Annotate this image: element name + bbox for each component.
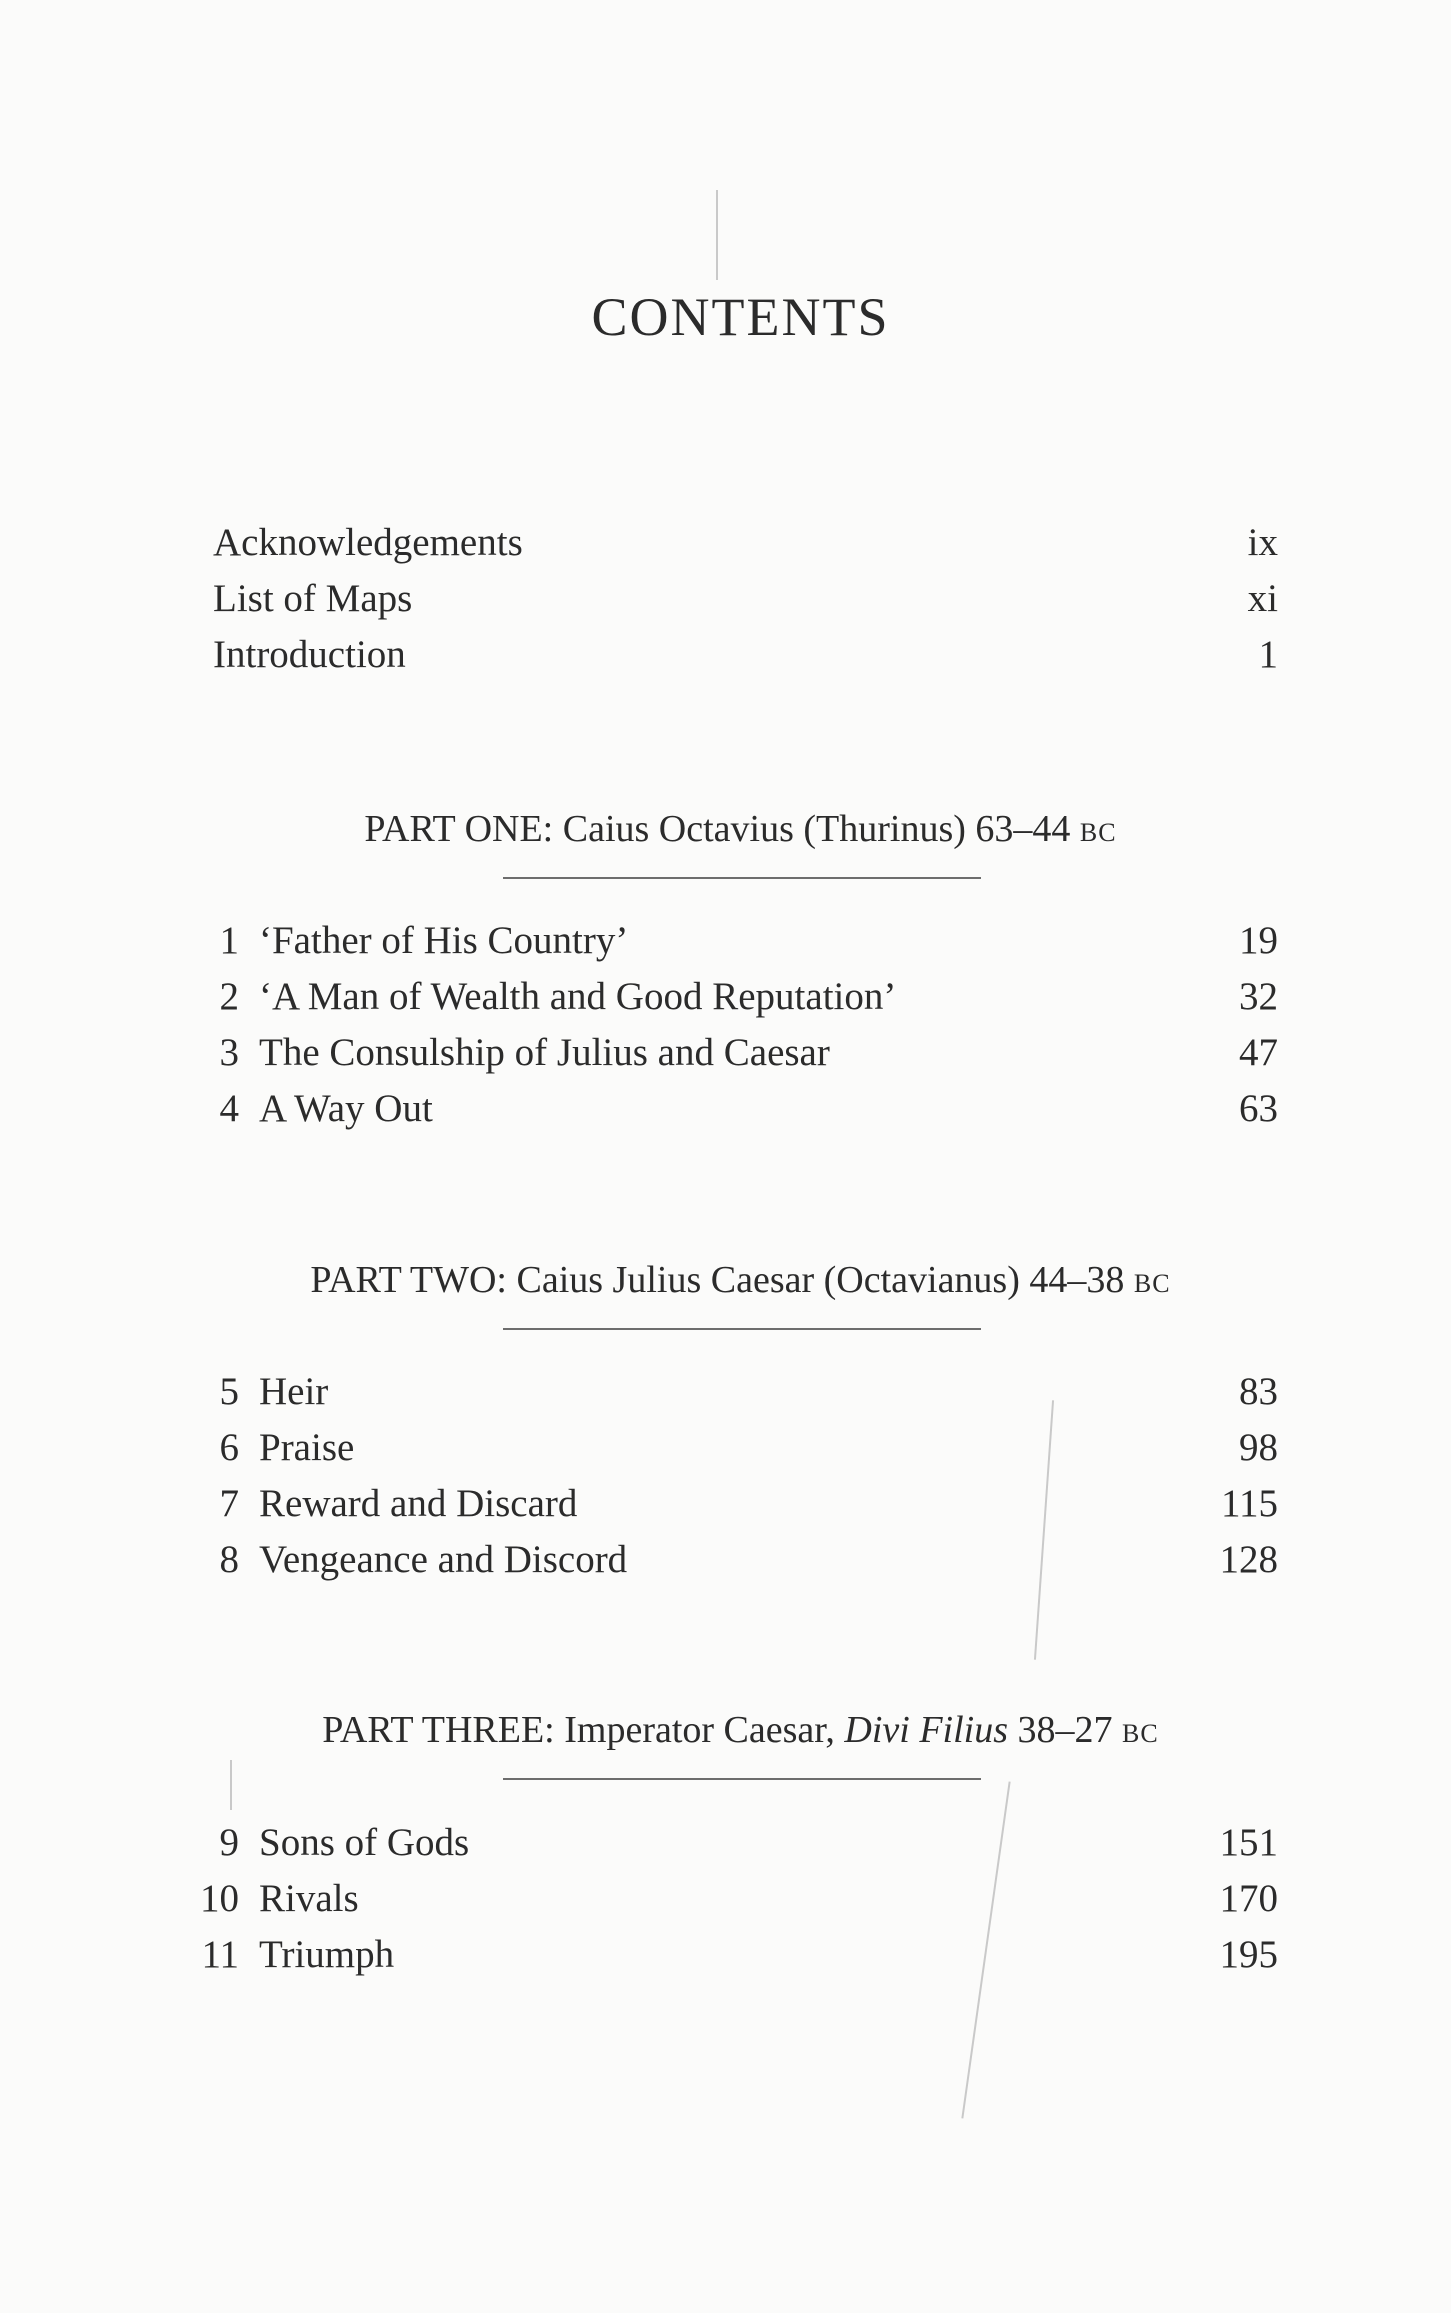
- toc-entry[interactable]: [213, 627, 1278, 683]
- chapter-title: A Way Out: [259, 1087, 433, 1130]
- chapter-title: ‘A Man of Wealth and Good Reputation’: [259, 975, 897, 1018]
- scan-mark: [716, 190, 718, 280]
- chapter-entry[interactable]: [193, 1532, 1278, 1588]
- entry-title: Acknowledgements: [213, 521, 523, 564]
- divider: [503, 1328, 981, 1330]
- chapter-number: 10: [200, 1877, 239, 1920]
- entry-title: List of Maps: [213, 577, 413, 620]
- chapter-title: Triumph: [259, 1933, 395, 1976]
- chapter-title: Praise: [259, 1426, 355, 1469]
- chapter-entry[interactable]: [193, 913, 1278, 969]
- divider: [503, 877, 981, 879]
- chapter-page: 115: [1220, 1482, 1278, 1525]
- chapter-number: 7: [219, 1482, 239, 1525]
- chapter-number: 9: [219, 1821, 239, 1864]
- part-heading: PART TWO: Caius Julius Caesar (Octavianus) 44–38 BC: [310, 1259, 1171, 1301]
- chapter-entry[interactable]: [193, 1871, 1278, 1927]
- chapter-page: 151: [1219, 1821, 1278, 1864]
- chapter-number: 8: [219, 1538, 239, 1581]
- chapter-entry[interactable]: [193, 969, 1278, 1025]
- chapter-page: 98: [1239, 1426, 1278, 1469]
- chapter-number: 3: [219, 1031, 239, 1074]
- chapter-title: Vengeance and Discord: [259, 1538, 628, 1581]
- chapter-page: 128: [1219, 1538, 1278, 1581]
- chapter-page: 47: [1239, 1031, 1278, 1074]
- toc-entry[interactable]: [213, 515, 1278, 571]
- part-heading: PART THREE: Imperator Caesar, Divi Filius 38–27 BC: [322, 1709, 1159, 1751]
- chapter-entry[interactable]: [193, 1420, 1278, 1476]
- chapter-number: 4: [219, 1087, 239, 1130]
- front-matter-list: [213, 515, 1278, 683]
- entry-page: ix: [1247, 521, 1278, 564]
- chapter-title: Rivals: [259, 1877, 359, 1920]
- scan-mark: [230, 1760, 232, 1810]
- part-heading: PART ONE: Caius Octavius (Thurinus) 63–44 BC: [364, 808, 1117, 850]
- chapter-number: 1: [219, 919, 239, 962]
- chapter-page: 83: [1239, 1370, 1278, 1413]
- chapter-entry[interactable]: [193, 1476, 1278, 1532]
- era-label: BC: [1079, 818, 1117, 847]
- chapter-number: 11: [201, 1933, 239, 1976]
- chapter-page: 63: [1239, 1087, 1278, 1130]
- toc-entry[interactable]: [213, 571, 1278, 627]
- chapter-number: 5: [219, 1370, 239, 1413]
- divider: [503, 1778, 981, 1780]
- chapter-title: ‘Father of His Country’: [259, 919, 629, 962]
- chapter-entry[interactable]: [193, 1815, 1278, 1871]
- chapter-list: [193, 1364, 1278, 1588]
- entry-title: Introduction: [213, 633, 406, 676]
- chapter-entry[interactable]: [193, 1364, 1278, 1420]
- chapter-title: Reward and Discard: [259, 1482, 578, 1525]
- chapter-number: 6: [219, 1426, 239, 1469]
- chapter-entry[interactable]: [193, 1081, 1278, 1137]
- era-label: BC: [1122, 1719, 1159, 1748]
- chapter-title: The Consulship of Julius and Caesar: [259, 1031, 830, 1074]
- entry-page: 1: [1258, 633, 1278, 676]
- chapter-list: [193, 913, 1278, 1137]
- chapter-title: Sons of Gods: [259, 1821, 470, 1864]
- chapter-list: [193, 1815, 1278, 1983]
- chapter-page: 170: [1219, 1877, 1278, 1920]
- chapter-page: 195: [1219, 1933, 1278, 1976]
- page-title: CONTENTS: [591, 287, 890, 347]
- chapter-page: 32: [1239, 975, 1278, 1018]
- entry-page: xi: [1247, 577, 1278, 620]
- chapter-number: 2: [219, 975, 239, 1018]
- era-label: BC: [1133, 1269, 1171, 1298]
- chapter-title: Heir: [259, 1370, 329, 1413]
- chapter-entry[interactable]: [193, 1927, 1278, 1983]
- chapter-page: 19: [1239, 919, 1278, 962]
- chapter-entry[interactable]: [193, 1025, 1278, 1081]
